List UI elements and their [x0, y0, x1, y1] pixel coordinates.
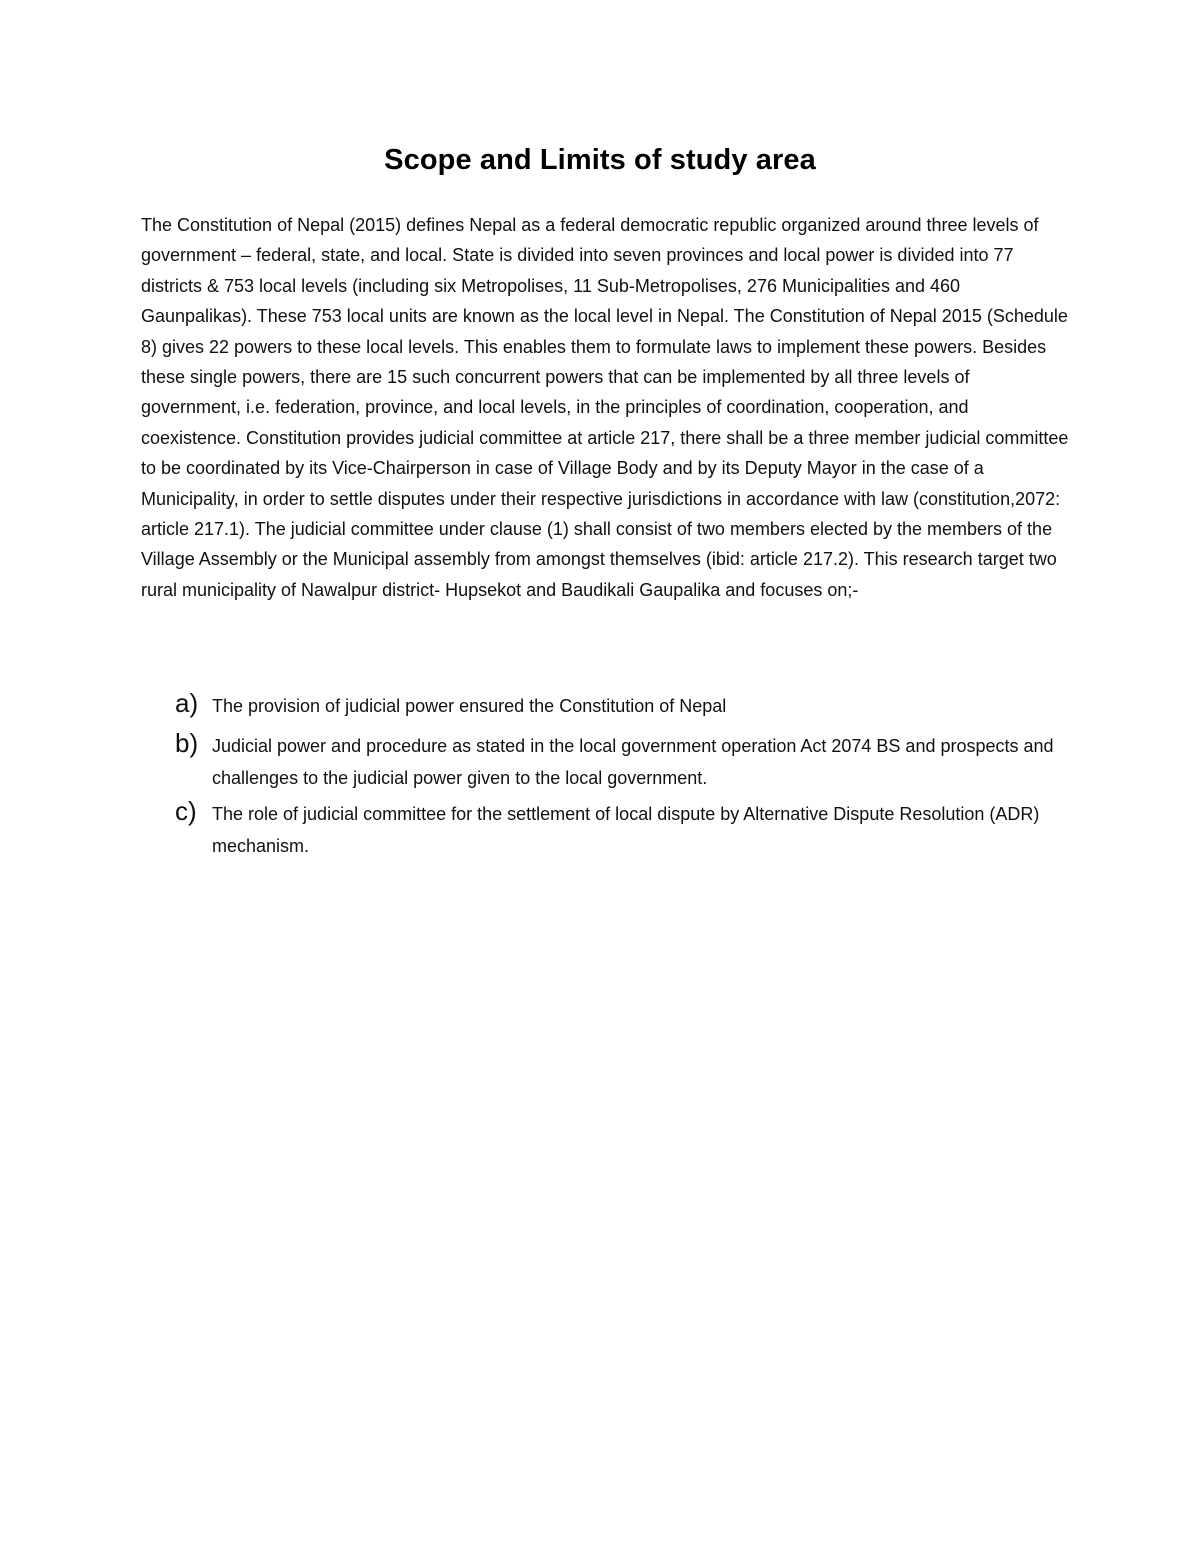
page-title: Scope and Limits of study area	[384, 144, 816, 176]
list-marker: b)	[175, 728, 199, 758]
body-paragraph: The Constitution of Nepal (2015) defines Nepal as a federal democratic republic organized around three levels of government – federal, state, and local. State is divided into seven provinces and local power is divided into 77 districts & 753 local levels (including six Metropolises, 11 Sub-Metropolises, 276 Municipalities and 460 Gaunpalikas). These 753 local units are known as the local level in Nepal. The Constitution of Nepal 2015 (Schedule 8) gives 22 powers to these local levels. This enables them to formulate laws to implement these powers. Besides these single powers, there are 15 such concurrent powers that can be implemented by all three levels of government, i.e. federation, province, and local levels, in the principles of coordination, cooperation, and coexistence. Constitution provides judicial committee at article 217, there shall be a three member judicial committee to be coordinated by its Vice-Chairperson in case of Village Body and by its Deputy Mayor in the case of a Municipality, in order to settle disputes under their respective jurisdictions in accordance with law (constitution,2072: article 217.1). The judicial committee under clause (1) shall consist of two members elected by the members of the Village Assembly or the Municipal assembly from amongst themselves (ibid: article 217.2). This research target two rural municipality of Nawalpur district- Hupsekot and Baudikali Gaupalika and focuses on;-	[141, 215, 1069, 600]
list-item-c	[141, 798, 1071, 862]
list-item-text: The role of judicial committee for the settlement of local dispute by Alternative Dispute Resolution (ADR) mechanism.	[212, 804, 1040, 856]
list-item-a	[141, 690, 1071, 722]
list-item-b	[141, 730, 1071, 794]
list-marker: a)	[175, 688, 199, 718]
focus-list	[141, 690, 1071, 870]
list-item-text: Judicial power and procedure as stated in the local government operation Act 2074 BS and prospects and challenges to the judicial power given to the local government.	[212, 736, 1054, 788]
list-marker: c)	[175, 796, 197, 826]
list-item-text: The provision of judicial power ensured the Constitution of Nepal	[212, 696, 727, 716]
